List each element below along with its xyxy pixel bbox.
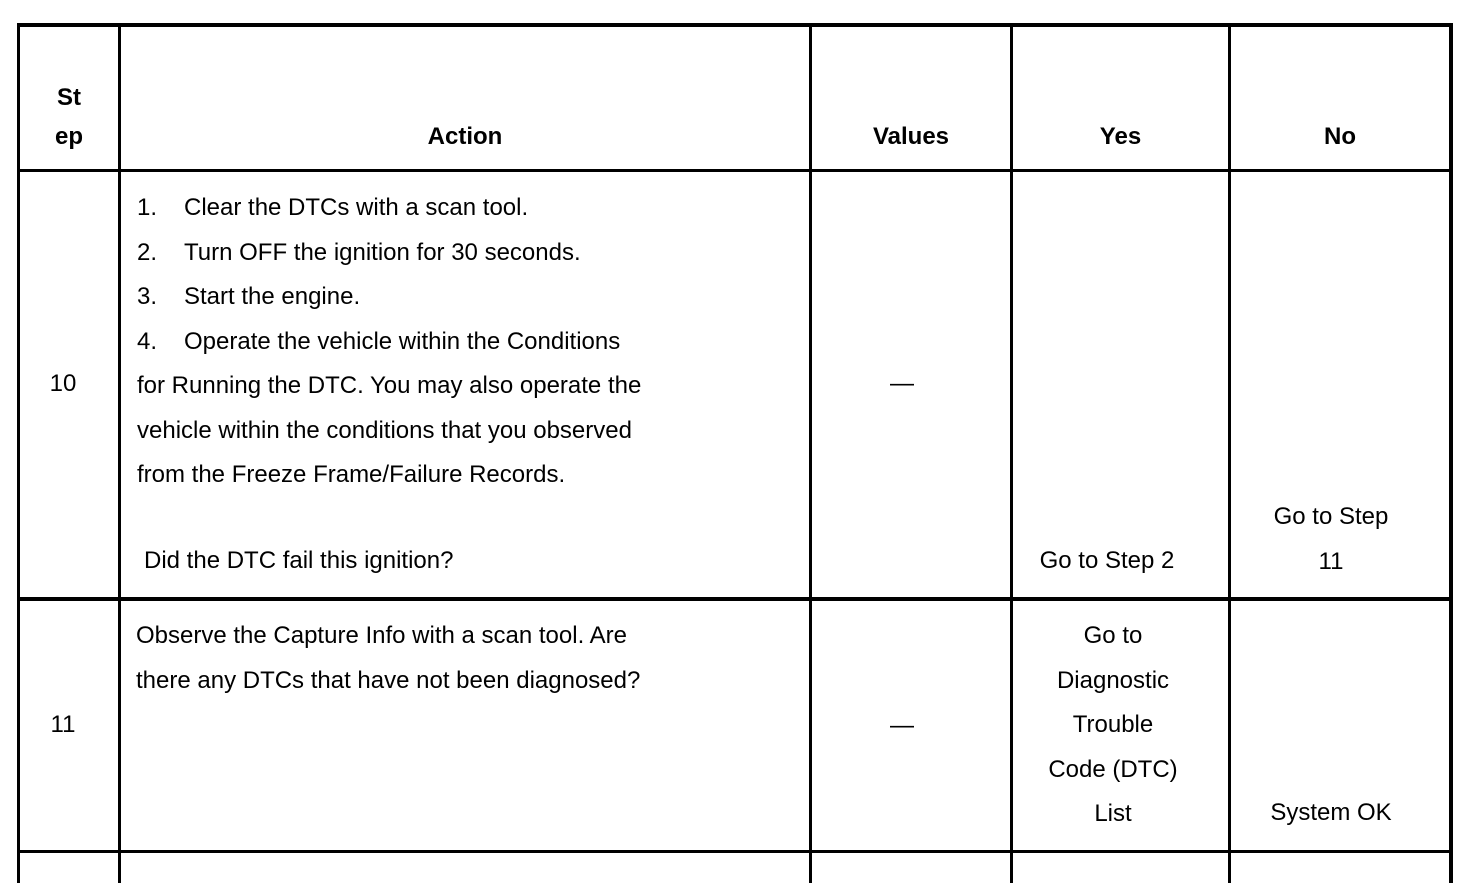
yes-cell-line: Go to Step 2 <box>1039 547 1175 574</box>
no-cell <box>1231 791 1431 836</box>
yes-cell-line: Diagnostic <box>1056 666 1170 694</box>
header-step-line: ep <box>54 123 83 150</box>
action-question: Did the DTC fail this ignition? <box>144 547 454 574</box>
table-border-top <box>17 23 1453 27</box>
list-item-text: Operate the vehicle within the Conditions <box>184 327 621 355</box>
list-item <box>137 320 620 365</box>
no-cell-line: 11 <box>1318 547 1344 575</box>
header-step-line: St <box>57 84 81 111</box>
no-cell <box>1231 495 1431 584</box>
action-line: there any DTCs that have not been diagnosed? <box>136 666 641 694</box>
step-number: 11 <box>50 711 76 738</box>
list-item-number: 2. <box>137 238 158 266</box>
list-item-number: 1. <box>137 194 158 221</box>
values-cell: — <box>890 712 914 739</box>
values-cell: — <box>890 370 914 397</box>
diagnostic-table <box>17 23 1453 883</box>
list-item-text: Clear the DTCs with a scan tool. <box>184 194 529 221</box>
yes-cell-line: List <box>1094 800 1132 827</box>
action-continuation-line: vehicle within the conditions that you observed <box>137 416 632 444</box>
action-continuation-line: from the Freeze Frame/Failure Records. <box>137 461 566 488</box>
header-yes: Yes <box>1099 123 1142 150</box>
list-item-text: Start the engine. <box>184 283 361 310</box>
yes-cell <box>1013 539 1201 584</box>
header-no: No <box>1324 123 1356 150</box>
header-action: Action <box>427 123 503 150</box>
yes-cell-line: Code (DTC) <box>1048 755 1178 783</box>
yes-cell-line: Trouble <box>1072 711 1154 738</box>
row-divider <box>17 597 1453 601</box>
no-cell-line: System OK <box>1270 799 1392 826</box>
action-continuation-line: for Running the DTC. You may also operate the <box>137 372 642 399</box>
yes-cell-line: Go to <box>1083 622 1143 649</box>
table-border-right <box>1449 23 1453 883</box>
header-step <box>20 78 118 156</box>
list-item <box>137 231 581 276</box>
list-item <box>137 186 528 231</box>
list-item-text: Turn OFF the ignition for 30 seconds. <box>184 238 581 266</box>
list-item <box>137 275 360 320</box>
action-line: Observe the Capture Info with a scan tool. Are <box>136 622 627 649</box>
no-cell-line: Go to Step <box>1273 503 1389 530</box>
yes-cell <box>1013 614 1213 837</box>
step-number: 10 <box>49 370 77 397</box>
action-text <box>136 614 806 703</box>
header-values: Values <box>872 123 950 150</box>
action-text <box>137 186 807 586</box>
header-divider <box>17 169 1453 172</box>
list-item-number: 4. <box>137 327 158 355</box>
list-item-number: 3. <box>137 283 158 310</box>
table-border-bottom <box>17 850 1453 853</box>
